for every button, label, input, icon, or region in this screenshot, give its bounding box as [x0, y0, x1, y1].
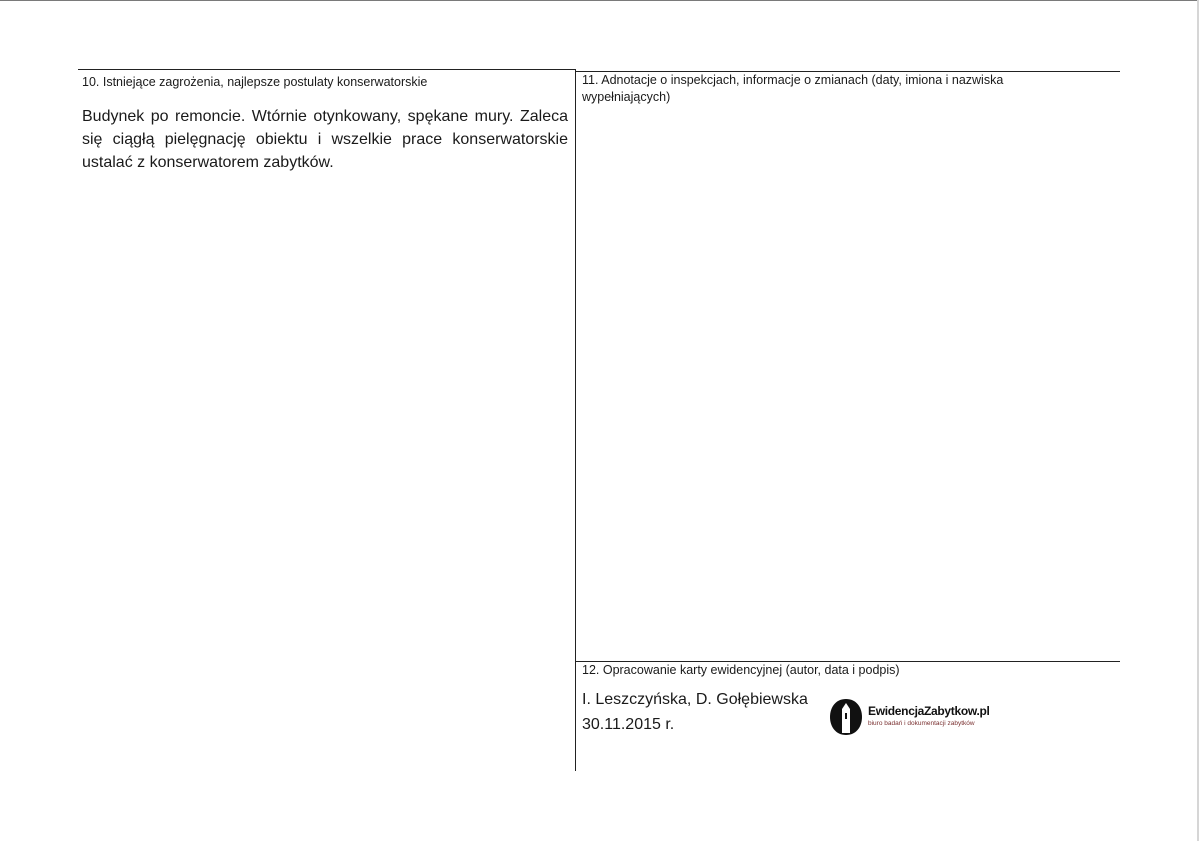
ewidencjazabytkow-logo [828, 697, 998, 737]
section12-authors: I. Leszczyńska, D. Gołębiewska [582, 691, 808, 708]
logo-subtitle: biuro badań i dokumentacji zabytków [868, 720, 975, 727]
scan-top-edge [0, 0, 1199, 1]
section10-heading: 10. Istniejące zagrożenia, najlepsze postulaty konserwatorskie [82, 75, 428, 89]
section10-top-rule [78, 69, 576, 70]
column-divider [575, 69, 576, 771]
logo-title: EwidencjaZabytkow.pl [868, 704, 990, 718]
section10-text: Budynek po remoncie. Wtórnie otynkowany, spękane mury. Zaleca się ciągłą pielęgnację obiektu i wszelkie prace konserwatorskie ustalać z konserwatorem zabytków. [82, 108, 568, 171]
section11-heading: 11. Adnotacje o inspekcjach, informacje o zmianach (daty, imiona i nazwiska wypełniających) [582, 73, 1004, 104]
section12-heading: 12. Opracowanie karty ewidencyjnej (autor, data i podpis) [582, 663, 900, 677]
section12-date: 30.11.2015 r. [582, 716, 675, 733]
ewidencjazabytkow-logo-icon [828, 697, 864, 737]
